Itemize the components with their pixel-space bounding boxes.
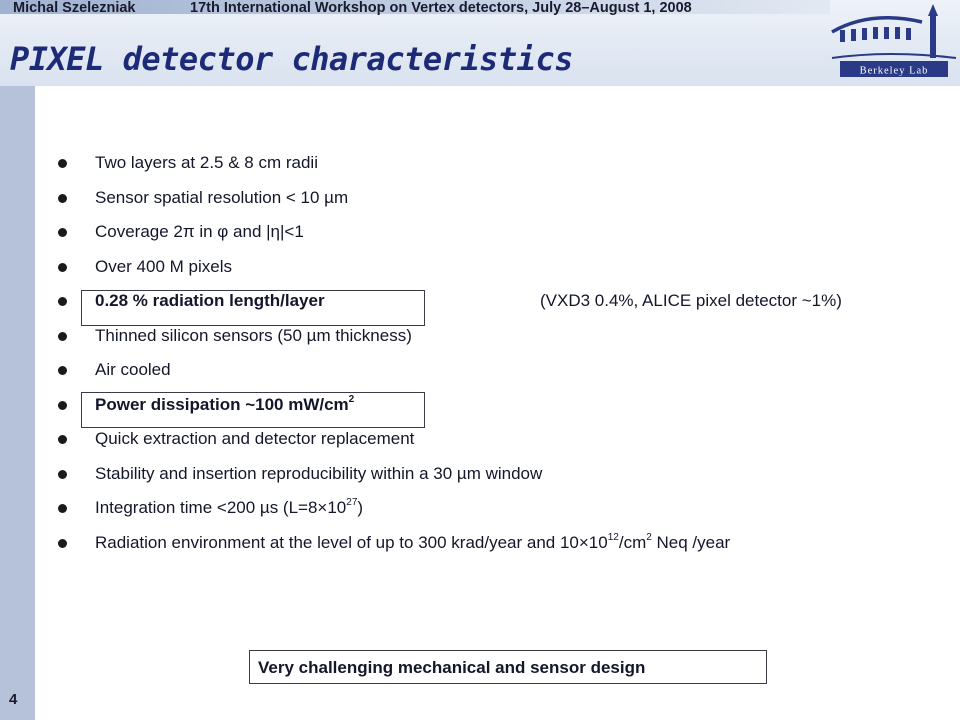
bullet-item (58, 150, 948, 185)
bullet-item (58, 254, 948, 289)
bullet-dot-icon (58, 504, 67, 513)
highlight-box-radiation (81, 290, 425, 326)
bullet-text: Thinned silicon sensors (50 µm thickness) (95, 325, 412, 345)
bullet-text: Over 400 M pixels (95, 256, 232, 276)
bullet-item (58, 461, 948, 496)
berkeley-lab-logo (830, 2, 958, 84)
bullet-dot-icon (58, 435, 67, 444)
author-name: Michal Szelezniak (13, 0, 136, 16)
bullet-text: Coverage 2π in φ and |η|<1 (95, 222, 304, 241)
bullet-item (58, 495, 948, 530)
bullet-item (58, 357, 948, 392)
bullet-list (58, 150, 948, 564)
superscript: 27 (346, 497, 358, 509)
bullet-dot-icon (58, 539, 67, 548)
superscript: 12 (607, 531, 619, 543)
bullet-text: Two layers at 2.5 & 8 cm radii (95, 153, 318, 172)
bullet-dot-icon (58, 470, 67, 479)
superscript: 2 (646, 531, 652, 543)
bullet-text: Quick extraction and detector replacement (95, 429, 415, 448)
conclusion-box: Very challenging mechanical and sensor design (249, 650, 767, 684)
bullet-item (58, 185, 948, 220)
bullet-item (58, 530, 948, 565)
bullet-item (58, 426, 948, 461)
logo-text: Berkeley Lab (859, 65, 929, 77)
bullet-dot-icon (58, 194, 67, 203)
bullet-dot-icon (58, 366, 67, 375)
page-title: PIXEL detector characteristics (10, 40, 573, 78)
bullet-text: Power dissipation ~100 $mW/cm^2$ (95, 393, 355, 414)
bullet-text: Air cooled (95, 360, 171, 379)
bullet-dot-icon (58, 228, 67, 237)
bullet-text: Sensor spatial resolution < 10 µm (95, 187, 349, 207)
bullet-item (58, 219, 948, 254)
bullet-dot-icon (58, 401, 67, 410)
left-side-strip (0, 86, 35, 720)
bullet-dot-icon (58, 263, 67, 272)
bullet-text: 0.28 % radiation length/layer (95, 291, 325, 310)
bullet-dot-icon (58, 297, 67, 306)
bullet-dot-icon (58, 332, 67, 341)
bullet-text: Radiation environment at the level of up to 300 krad/year and $10\times 10^{12}/cm^2$ Neq /year (95, 531, 731, 552)
bullet-dot-icon (58, 159, 67, 168)
workshop-name: 17th International Workshop on Vertex detectors, July 28–August 1, 2008 (190, 0, 692, 16)
highlight-box-power (81, 392, 425, 428)
bullet-text: Stability and insertion reproducibility within a 30 µm window (95, 463, 543, 483)
bullet-comparison-note: (VXD3 0.4%, ALICE pixel detector ~1%) (540, 291, 842, 310)
header-info (0, 0, 830, 18)
bullet-item (58, 323, 948, 358)
superscript: 2 (348, 393, 355, 405)
bullet-text: Integration time <200 µs $(L=8\times 10^{27})$ (95, 497, 364, 517)
slide-number: 4 (9, 691, 18, 708)
